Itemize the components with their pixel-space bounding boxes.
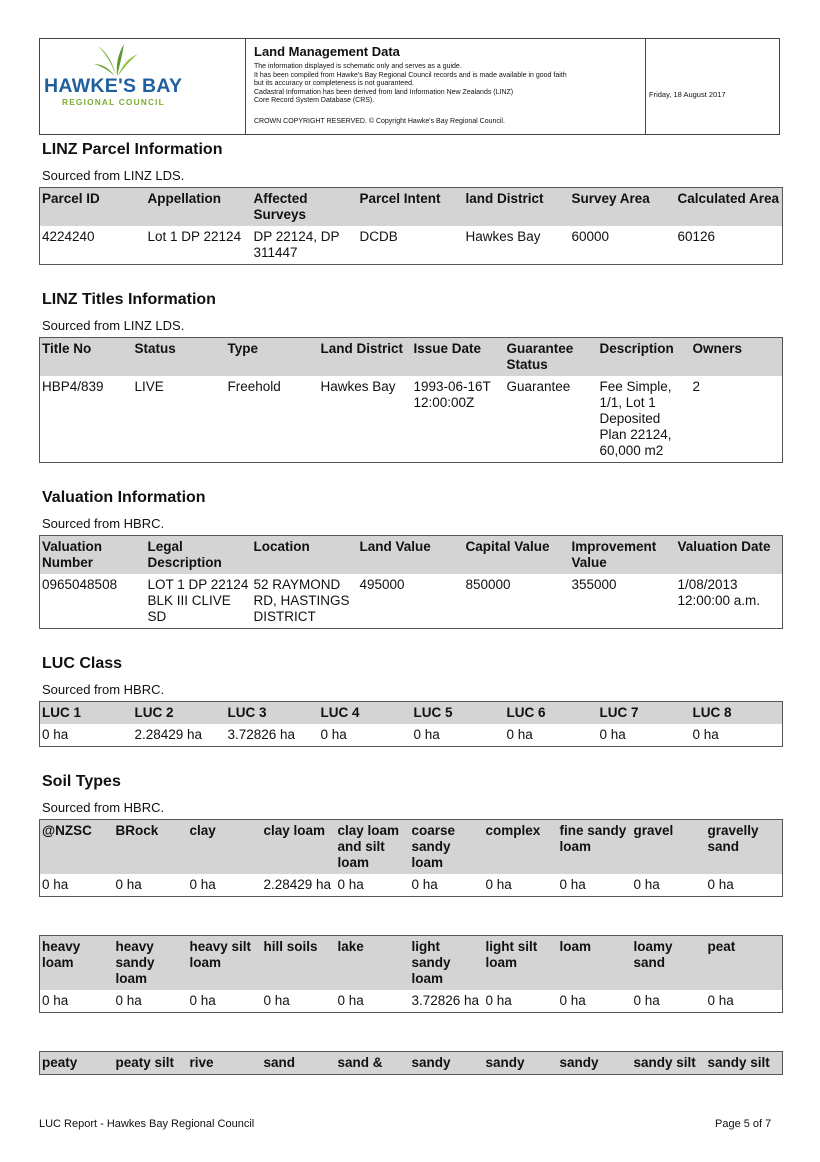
soil-table-2 xyxy=(39,935,783,1013)
table-cell: 60000 xyxy=(571,229,610,244)
column-header: Calculated Area xyxy=(676,188,783,227)
section-source-titles: Sourced from LINZ LDS. xyxy=(42,318,185,333)
column-header: Affected Surveys xyxy=(252,188,358,227)
column-header: Valuation Number xyxy=(40,536,146,575)
table-cell: 3.72826 ha xyxy=(227,727,296,742)
column-header: Type xyxy=(226,338,319,377)
table-header-row xyxy=(40,820,783,875)
table-cell: 0 ha xyxy=(263,993,290,1008)
column-header: hill soils xyxy=(262,936,336,991)
column-header: Improvement Value xyxy=(570,536,676,575)
table-cell: DP 22124, DP 311447 xyxy=(253,229,340,260)
report-date: Friday, 18 August 2017 xyxy=(649,90,726,99)
logo-subtitle: REGIONAL COUNCIL xyxy=(62,97,165,107)
parcel-table xyxy=(39,187,783,265)
footer-report-name: LUC Report - Hawkes Bay Regional Council xyxy=(39,1118,255,1130)
disclaimer-line: It has been compiled from Hawke's Bay Regional Council records and is made available in good faith xyxy=(254,71,567,79)
column-header: Capital Value xyxy=(464,536,570,575)
disclaimer-line: The information displayed is schematic only and serves as a guide. xyxy=(254,63,462,70)
table-cell: 0 ha xyxy=(189,993,216,1008)
table-cell: 0 ha xyxy=(559,877,586,892)
column-header: peat xyxy=(706,936,783,991)
column-header: gravelly sand xyxy=(706,820,783,875)
column-header: Guarantee Status xyxy=(505,338,598,377)
table-cell: 0 ha xyxy=(42,993,69,1008)
table-row xyxy=(40,990,783,1013)
column-header: clay loam xyxy=(262,820,336,875)
table-cell: LIVE xyxy=(134,379,164,394)
table-cell: 0 ha xyxy=(411,877,438,892)
table-cell: 4224240 xyxy=(42,229,95,244)
column-header: sand xyxy=(262,1052,336,1075)
table-cell: 0 ha xyxy=(337,993,364,1008)
table-cell: 2.28429 ha xyxy=(134,727,203,742)
disclaimer-line: Cadastral Information has been derived from land Information New Zealands (LINZ) xyxy=(254,88,514,96)
table-cell: Guarantee xyxy=(506,379,571,394)
column-header: Valuation Date xyxy=(676,536,783,575)
column-header: Land District xyxy=(319,338,412,377)
column-header: lake xyxy=(336,936,410,991)
table-row xyxy=(40,574,783,629)
table-cell: 2 xyxy=(692,379,701,394)
column-header: Parcel ID xyxy=(40,188,146,227)
column-header: sandy xyxy=(484,1052,558,1075)
table-row xyxy=(40,724,783,747)
disclaimer-line: Core Record System Database (CRS). xyxy=(254,97,375,105)
column-header: light sandy loam xyxy=(410,936,484,991)
column-header: BRock xyxy=(114,820,188,875)
header-info xyxy=(245,39,646,134)
column-header: complex xyxy=(484,820,558,875)
column-header: clay loam and silt loam xyxy=(336,820,410,875)
soil-table-1 xyxy=(39,819,783,897)
logo-cell xyxy=(40,39,246,134)
table-cell: 495000 xyxy=(359,577,405,592)
table-cell: Freehold xyxy=(227,379,281,394)
column-header: Parcel Intent xyxy=(358,188,464,227)
table-cell: 0 ha xyxy=(115,993,142,1008)
column-header: LUC 1 xyxy=(40,702,133,725)
luc-table xyxy=(39,701,783,747)
column-header: loamy sand xyxy=(632,936,706,991)
table-cell: 0 ha xyxy=(42,877,69,892)
table-cell: 2.28429 ha xyxy=(263,877,332,892)
table-cell: 0965048508 xyxy=(42,577,118,592)
soil-table-3 xyxy=(39,1051,783,1075)
section-source-soil: Sourced from HBRC. xyxy=(42,800,165,815)
table-cell: 0 ha xyxy=(692,727,719,742)
table-cell: 0 ha xyxy=(707,877,734,892)
titles-table xyxy=(39,337,783,463)
table-cell: 0 ha xyxy=(599,727,626,742)
section-title-valuation: Valuation Information xyxy=(42,489,206,506)
column-header: loam xyxy=(558,936,632,991)
column-header: sandy xyxy=(558,1052,632,1075)
table-cell: 60126 xyxy=(677,229,716,244)
valuation-table xyxy=(39,535,783,629)
column-header: heavy loam xyxy=(40,936,114,991)
header-date-cell xyxy=(645,39,779,134)
table-cell: Hawkes Bay xyxy=(465,229,541,244)
table-cell: Hawkes Bay xyxy=(320,379,396,394)
table-cell: HBP4/839 xyxy=(42,379,104,394)
section-source-valuation: Sourced from HBRC. xyxy=(42,516,165,531)
column-header: Description xyxy=(598,338,691,377)
table-cell: 0 ha xyxy=(337,877,364,892)
table-header-row xyxy=(40,188,783,227)
table-row xyxy=(40,376,783,463)
table-cell: 0 ha xyxy=(506,727,533,742)
column-header: sandy xyxy=(410,1052,484,1075)
column-header: LUC 7 xyxy=(598,702,691,725)
section-title-parcel: LINZ Parcel Information xyxy=(42,141,223,158)
table-cell: 1/08/2013 12:00:00 a.m. xyxy=(677,577,761,608)
column-header: LUC 2 xyxy=(133,702,226,725)
table-header-row xyxy=(40,936,783,991)
logo-leaf-icon xyxy=(92,42,140,78)
column-header: coarse sandy loam xyxy=(410,820,484,875)
section-title-titles: LINZ Titles Information xyxy=(42,291,216,308)
column-header: clay xyxy=(188,820,262,875)
column-header: Issue Date xyxy=(412,338,505,377)
table-cell: 0 ha xyxy=(707,993,734,1008)
table-cell: 0 ha xyxy=(115,877,142,892)
column-header: rive xyxy=(188,1052,262,1075)
disclaimer-line: but its accuracy or completeness is not guaranteed. xyxy=(254,80,414,88)
table-cell: 52 RAYMOND RD, HASTINGS DISTRICT xyxy=(253,577,350,624)
column-header: gravel xyxy=(632,820,706,875)
table-cell: Fee Simple, 1/1, Lot 1 Deposited Plan 22124, 60,000 m2 xyxy=(599,379,672,458)
table-cell: 0 ha xyxy=(633,877,660,892)
column-header: @NZSC xyxy=(40,820,114,875)
column-header: Title No xyxy=(40,338,133,377)
table-cell: 1993-06-16T 12:00:00Z xyxy=(413,379,491,410)
column-header: sand & xyxy=(336,1052,410,1075)
section-source-luc: Sourced from HBRC. xyxy=(42,682,165,697)
column-header: sandy silt xyxy=(632,1052,706,1075)
column-header: sandy silt xyxy=(706,1052,783,1075)
table-cell: 3.72826 ha xyxy=(411,993,480,1008)
column-header: LUC 3 xyxy=(226,702,319,725)
footer-page-number: Page 5 of 7 xyxy=(715,1118,772,1130)
disclaimer xyxy=(254,63,639,106)
table-cell: DCDB xyxy=(359,229,398,244)
copyright: CROWN COPYRIGHT RESERVED. © Copyright Hawke's Bay Regional Council. xyxy=(254,118,505,125)
column-header: LUC 8 xyxy=(691,702,783,725)
table-row xyxy=(40,226,783,265)
table-row xyxy=(40,874,783,897)
column-header: land District xyxy=(464,188,570,227)
column-header: Owners xyxy=(691,338,783,377)
column-header: Survey Area xyxy=(570,188,676,227)
logo-name: HAWKE'S BAY xyxy=(44,75,183,97)
table-cell: 850000 xyxy=(465,577,511,592)
column-header: Status xyxy=(133,338,226,377)
section-title-luc: LUC Class xyxy=(42,655,123,672)
column-header: fine sandy loam xyxy=(558,820,632,875)
column-header: LUC 5 xyxy=(412,702,505,725)
column-header: heavy silt loam xyxy=(188,936,262,991)
column-header: Location xyxy=(252,536,358,575)
column-header: light silt loam xyxy=(484,936,558,991)
table-cell: 0 ha xyxy=(485,993,512,1008)
column-header: Land Value xyxy=(358,536,464,575)
table-header-row xyxy=(40,536,783,575)
column-header: peaty xyxy=(40,1052,114,1075)
table-cell: Lot 1 DP 22124 xyxy=(147,229,242,244)
table-header-row xyxy=(40,702,783,725)
table-cell: 0 ha xyxy=(42,727,69,742)
column-header: Legal Description xyxy=(146,536,252,575)
table-cell: 0 ha xyxy=(485,877,512,892)
table-cell: 0 ha xyxy=(559,993,586,1008)
table-cell: 0 ha xyxy=(189,877,216,892)
column-header: LUC 4 xyxy=(319,702,412,725)
column-header: Appellation xyxy=(146,188,252,227)
table-cell: 0 ha xyxy=(633,993,660,1008)
table-cell: 355000 xyxy=(571,577,617,592)
table-cell: LOT 1 DP 22124 BLK III CLIVE SD xyxy=(147,577,249,624)
table-header-row xyxy=(40,1052,783,1075)
header-title: Land Management Data xyxy=(254,44,400,59)
section-source-parcel: Sourced from LINZ LDS. xyxy=(42,168,185,183)
table-cell: 0 ha xyxy=(413,727,440,742)
report-header xyxy=(39,38,780,135)
column-header: heavy sandy loam xyxy=(114,936,188,991)
section-title-soil: Soil Types xyxy=(42,773,121,790)
table-cell: 0 ha xyxy=(320,727,347,742)
column-header: peaty silt xyxy=(114,1052,188,1075)
column-header: LUC 6 xyxy=(505,702,598,725)
table-header-row xyxy=(40,338,783,377)
